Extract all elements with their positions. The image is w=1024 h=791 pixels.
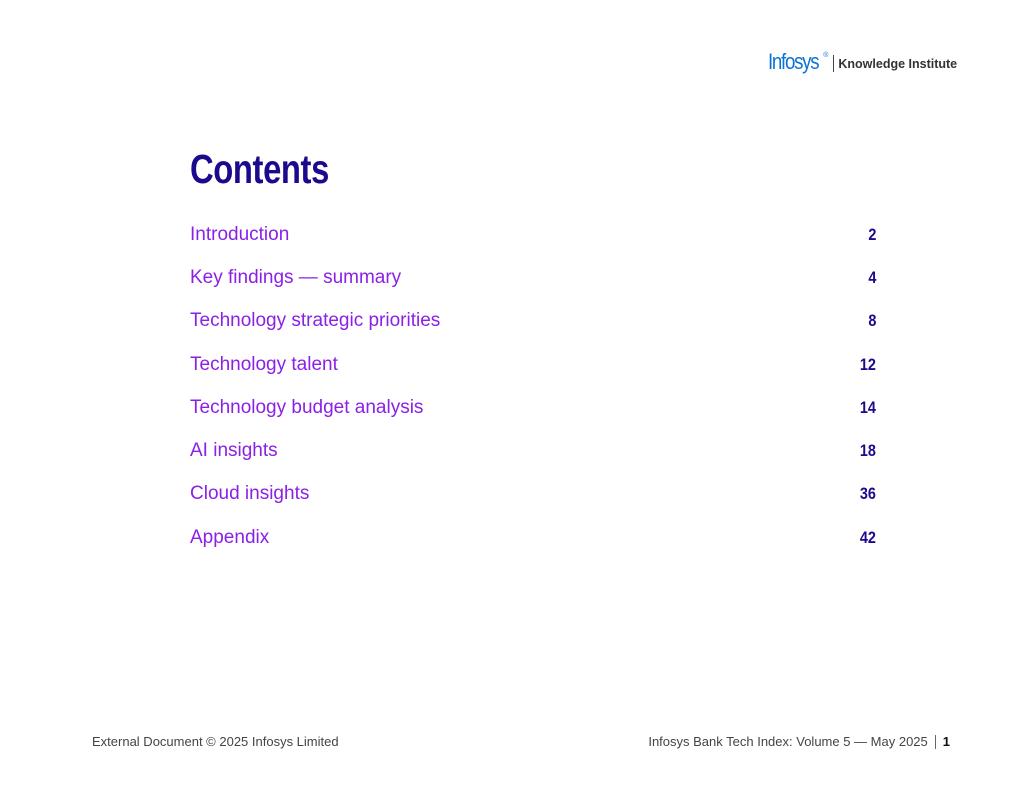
- footer-copyright: External Document © 2025 Infosys Limited: [92, 734, 339, 749]
- footer-page-number: 1: [942, 734, 950, 749]
- toc-page-number: 36: [859, 484, 876, 504]
- toc-entry-label[interactable]: Technology budget analysis: [190, 396, 424, 418]
- toc-page-number: 4: [867, 267, 876, 287]
- toc-entry-label[interactable]: Introduction: [190, 223, 290, 245]
- brand-subtitle: Knowledge Institute: [838, 57, 958, 71]
- toc-page-number: 12: [859, 354, 876, 374]
- toc-entry-label[interactable]: AI insights: [190, 440, 278, 462]
- toc-page-number: 42: [859, 527, 876, 547]
- footer-publication-title: Infosys Bank Tech Index: Volume 5 — May 2025: [648, 734, 928, 749]
- toc-page-number: 2: [867, 224, 876, 244]
- brand-header: [768, 50, 957, 74]
- infosys-logo: Infosys: [768, 49, 819, 74]
- toc-entry-label[interactable]: Technology talent: [190, 353, 338, 375]
- toc-item-appendix[interactable]: [190, 516, 876, 559]
- brand-divider: [833, 55, 834, 72]
- toc-page-number: 8: [867, 311, 876, 331]
- table-of-contents: [190, 213, 876, 559]
- page-title: Contents: [190, 146, 329, 192]
- toc-item-introduction[interactable]: [190, 213, 876, 256]
- toc-page-number: 18: [859, 441, 876, 461]
- toc-entry-label[interactable]: Appendix: [190, 526, 270, 548]
- toc-item-strategic-priorities[interactable]: [190, 300, 876, 343]
- registered-mark: ®: [823, 52, 829, 59]
- toc-item-key-findings[interactable]: [190, 256, 876, 299]
- footer-divider: [935, 735, 936, 749]
- toc-page-number: 14: [859, 397, 876, 417]
- toc-item-budget-analysis[interactable]: [190, 386, 876, 429]
- toc-item-technology-talent[interactable]: [190, 343, 876, 386]
- footer-publication: [648, 734, 950, 749]
- toc-entry-label[interactable]: Technology strategic priorities: [190, 310, 441, 332]
- toc-item-ai-insights[interactable]: [190, 429, 876, 472]
- toc-item-cloud-insights[interactable]: [190, 473, 876, 516]
- toc-entry-label[interactable]: Cloud insights: [190, 483, 310, 505]
- toc-entry-label[interactable]: Key findings — summary: [190, 266, 402, 288]
